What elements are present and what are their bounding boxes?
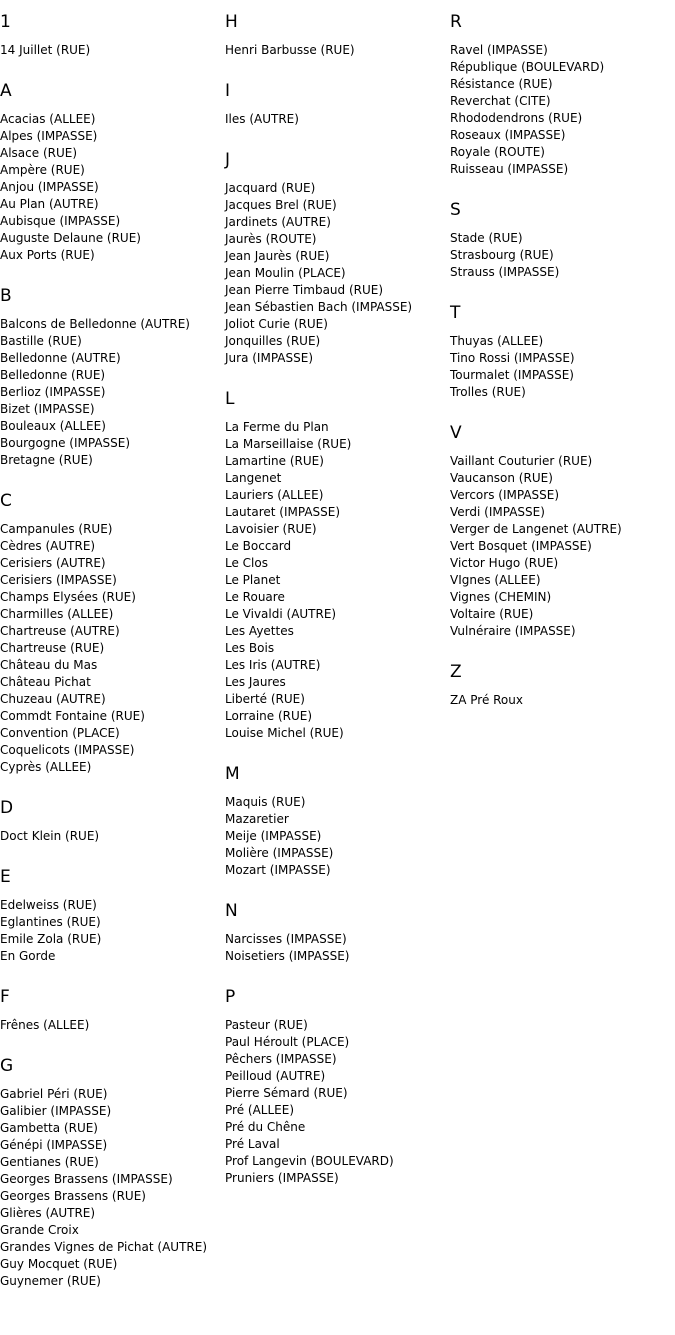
street-item: Glières (AUTRE) — [0, 1206, 96, 1220]
street-item: La Marseillaise (RUE) — [225, 437, 352, 451]
street-column-3 — [450, 0, 675, 731]
street-item: Chuzeau (AUTRE) — [0, 692, 106, 706]
street-item: Lorraine (RUE) — [225, 709, 313, 723]
street-item: En Gorde — [0, 949, 56, 963]
street-item: 14 Juillet (RUE) — [0, 43, 91, 57]
street-item: Les Iris (AUTRE) — [225, 658, 321, 672]
street-list — [450, 453, 675, 640]
street-item: Georges Brassens (RUE) — [0, 1189, 146, 1203]
section-letter-heading: E — [0, 867, 11, 887]
section-letter-heading: J — [225, 150, 231, 170]
street-item: Ruisseau (IMPASSE) — [450, 162, 569, 176]
letter-section — [225, 389, 450, 742]
street-item: Vert Bosquet (IMPASSE) — [450, 539, 592, 553]
street-list — [0, 828, 225, 845]
street-list — [225, 111, 450, 128]
street-item: Tourmalet (IMPASSE) — [450, 368, 574, 382]
section-letter-heading: 1 — [0, 12, 11, 32]
street-item: Jardinets (AUTRE) — [225, 215, 331, 229]
section-letter-heading: N — [225, 901, 238, 921]
section-letter-heading: H — [225, 12, 238, 32]
street-item: Bizet (IMPASSE) — [0, 402, 95, 416]
letter-section — [450, 423, 675, 640]
section-letter-heading: T — [450, 303, 461, 323]
street-item: Ravel (IMPASSE) — [450, 43, 548, 57]
street-item: Jean Sébastien Bach (IMPASSE) — [225, 300, 413, 314]
street-item: Molière (IMPASSE) — [225, 846, 334, 860]
street-item: Cyprès (ALLEE) — [0, 760, 92, 774]
street-list — [225, 42, 450, 59]
street-item: Verdi (IMPASSE) — [450, 505, 545, 519]
street-list — [225, 419, 450, 742]
letter-section — [0, 491, 225, 776]
section-letter-heading: S — [450, 200, 461, 220]
street-item: Cèdres (AUTRE) — [0, 539, 96, 553]
street-item: Tino Rossi (IMPASSE) — [450, 351, 575, 365]
street-item: Royale (ROUTE) — [450, 145, 545, 159]
street-item: Le Rouare — [225, 590, 285, 604]
letter-section — [0, 286, 225, 469]
section-letter-heading: P — [225, 987, 236, 1007]
street-item: Gambetta (RUE) — [0, 1121, 98, 1135]
street-item: Cerisiers (IMPASSE) — [0, 573, 117, 587]
street-list — [0, 316, 225, 469]
street-item: Génépi (IMPASSE) — [0, 1138, 108, 1152]
street-item: Peilloud (AUTRE) — [225, 1069, 326, 1083]
street-item: Auguste Delaune (RUE) — [0, 231, 141, 245]
section-letter-heading: C — [0, 491, 12, 511]
section-letter-heading: G — [0, 1056, 14, 1076]
street-item: Le Clos — [225, 556, 268, 570]
street-item: La Ferme du Plan — [225, 420, 329, 434]
street-column-2 — [225, 0, 450, 1209]
street-list — [225, 794, 450, 879]
street-item: Aux Ports (RUE) — [0, 248, 95, 262]
letter-section — [0, 81, 225, 264]
street-item: Les Bois — [225, 641, 275, 655]
street-list — [225, 1017, 450, 1187]
street-item: Cerisiers (AUTRE) — [0, 556, 106, 570]
street-item: Convention (PLACE) — [0, 726, 120, 740]
street-item: Bastille (RUE) — [0, 334, 82, 348]
street-item: Joliot Curie (RUE) — [225, 317, 328, 331]
street-item: Château Pichat — [0, 675, 91, 689]
street-item: Jura (IMPASSE) — [225, 351, 313, 365]
street-item: Pêchers (IMPASSE) — [225, 1052, 337, 1066]
letter-section — [450, 662, 675, 709]
street-item: Edelweiss (RUE) — [0, 898, 97, 912]
section-letter-heading: B — [0, 286, 12, 306]
street-item: Noisetiers (IMPASSE) — [225, 949, 350, 963]
letter-section — [225, 901, 450, 965]
section-letter-heading: Z — [450, 662, 462, 682]
street-item: Pré (ALLEE) — [225, 1103, 294, 1117]
street-item: Prof Langevin (BOULEVARD) — [225, 1154, 394, 1168]
street-item: Acacias (ALLEE) — [0, 112, 96, 126]
street-item: Bourgogne (IMPASSE) — [0, 436, 131, 450]
street-item: Guy Mocquet (RUE) — [0, 1257, 118, 1271]
street-item: Voltaire (RUE) — [450, 607, 534, 621]
street-item: Lauriers (ALLEE) — [225, 488, 324, 502]
street-item: Le Planet — [225, 573, 281, 587]
street-item: Eglantines (RUE) — [0, 915, 101, 929]
section-letter-heading: V — [450, 423, 462, 443]
street-item: Belledonne (AUTRE) — [0, 351, 121, 365]
letter-section — [450, 303, 675, 401]
street-item: Coquelicots (IMPASSE) — [0, 743, 135, 757]
letter-section — [225, 12, 450, 59]
street-item: Vercors (IMPASSE) — [450, 488, 560, 502]
street-item: Emile Zola (RUE) — [0, 932, 102, 946]
letter-section — [225, 81, 450, 128]
street-item: VIgnes (ALLEE) — [450, 573, 541, 587]
street-item: Narcisses (IMPASSE) — [225, 932, 347, 946]
letter-section — [0, 867, 225, 965]
letter-section — [0, 798, 225, 845]
street-item: Bouleaux (ALLEE) — [0, 419, 106, 433]
street-item: Langenet — [225, 471, 282, 485]
street-item: Georges Brassens (IMPASSE) — [0, 1172, 173, 1186]
section-letter-heading: L — [225, 389, 235, 409]
letter-section — [0, 987, 225, 1034]
street-item: Gentianes (RUE) — [0, 1155, 99, 1169]
street-item: Château du Mas — [0, 658, 98, 672]
section-letter-heading: M — [225, 764, 240, 784]
street-item: Jaurès (ROUTE) — [225, 232, 317, 246]
section-letter-heading: A — [0, 81, 12, 101]
street-item: Verger de Langenet (AUTRE) — [450, 522, 622, 536]
street-item: Vaucanson (RUE) — [450, 471, 553, 485]
street-item: République (BOULEVARD) — [450, 60, 605, 74]
street-item: Vulnéraire (IMPASSE) — [450, 624, 576, 638]
street-item: Mozart (IMPASSE) — [225, 863, 331, 877]
street-list — [450, 692, 675, 709]
street-item: Gabriel Péri (RUE) — [0, 1087, 108, 1101]
street-list — [450, 42, 675, 178]
street-item: Jacquard (RUE) — [225, 181, 316, 195]
street-item: Paul Héroult (PLACE) — [225, 1035, 350, 1049]
street-item: Jean Pierre Timbaud (RUE) — [225, 283, 384, 297]
street-item: Au Plan (AUTRE) — [0, 197, 99, 211]
street-item: Strasbourg (RUE) — [450, 248, 554, 262]
street-item: Galibier (IMPASSE) — [0, 1104, 112, 1118]
street-list — [450, 333, 675, 401]
letter-section — [225, 987, 450, 1187]
letter-section — [225, 764, 450, 879]
street-item: Reverchat (CITE) — [450, 94, 551, 108]
street-list — [0, 1086, 225, 1290]
street-item: Grande Croix — [0, 1223, 79, 1237]
section-letter-heading: F — [0, 987, 10, 1007]
street-item: Doct Klein (RUE) — [0, 829, 100, 843]
street-list — [0, 897, 225, 965]
street-list — [225, 931, 450, 965]
street-item: Louise Michel (RUE) — [225, 726, 344, 740]
section-letter-heading: R — [450, 12, 462, 32]
street-list — [0, 42, 225, 59]
street-item: Champs Elysées (RUE) — [0, 590, 136, 604]
street-item: Thuyas (ALLEE) — [450, 334, 544, 348]
street-item: Jacques Brel (RUE) — [225, 198, 337, 212]
street-item: Iles (AUTRE) — [225, 112, 299, 126]
street-list — [225, 180, 450, 367]
street-item: Le Vivaldi (AUTRE) — [225, 607, 337, 621]
street-list — [0, 111, 225, 264]
street-item: Frênes (ALLEE) — [0, 1018, 90, 1032]
street-item: Commdt Fontaine (RUE) — [0, 709, 145, 723]
street-item: Meije (IMPASSE) — [225, 829, 322, 843]
letter-section — [450, 200, 675, 281]
street-item: Jonquilles (RUE) — [225, 334, 321, 348]
street-item: Lavoisier (RUE) — [225, 522, 317, 536]
street-item: Chartreuse (RUE) — [0, 641, 105, 655]
street-item: Aubisque (IMPASSE) — [0, 214, 121, 228]
street-item: Le Boccard — [225, 539, 292, 553]
street-item: Mazaretier — [225, 812, 289, 826]
street-list — [0, 1017, 225, 1034]
street-item: Balcons de Belledonne (AUTRE) — [0, 317, 190, 331]
section-letter-heading: I — [225, 81, 231, 101]
street-column-1 — [0, 0, 225, 1312]
letter-section — [0, 1056, 225, 1290]
street-item: Trolles (RUE) — [450, 385, 526, 399]
street-item: Berlioz (IMPASSE) — [0, 385, 106, 399]
street-item: ZA Pré Roux — [450, 693, 523, 707]
street-list — [0, 521, 225, 776]
street-item: Liberté (RUE) — [225, 692, 305, 706]
letter-section — [225, 150, 450, 367]
street-item: Strauss (IMPASSE) — [450, 265, 560, 279]
street-item: Guynemer (RUE) — [0, 1274, 101, 1288]
street-item: Jean Jaurès (RUE) — [225, 249, 330, 263]
street-item: Victor Hugo (RUE) — [450, 556, 559, 570]
street-item: Campanules (RUE) — [0, 522, 113, 536]
street-item: Pruniers (IMPASSE) — [225, 1171, 339, 1185]
street-item: Charmilles (ALLEE) — [0, 607, 114, 621]
street-item: Les Jaures — [225, 675, 286, 689]
street-item: Vaillant Couturier (RUE) — [450, 454, 593, 468]
street-item: Anjou (IMPASSE) — [0, 180, 99, 194]
street-item: Pré Laval — [225, 1137, 280, 1151]
letter-section — [0, 12, 225, 59]
street-item: Résistance (RUE) — [450, 77, 553, 91]
street-item: Pasteur (RUE) — [225, 1018, 308, 1032]
street-item: Lautaret (IMPASSE) — [225, 505, 341, 519]
street-list — [450, 230, 675, 281]
street-item: Alsace (RUE) — [0, 146, 78, 160]
street-item: Stade (RUE) — [450, 231, 523, 245]
street-item: Jean Moulin (PLACE) — [225, 266, 346, 280]
street-item: Grandes Vignes de Pichat (AUTRE) — [0, 1240, 208, 1254]
street-item: Alpes (IMPASSE) — [0, 129, 98, 143]
street-item: Pierre Sémard (RUE) — [225, 1086, 348, 1100]
street-item: Les Ayettes — [225, 624, 294, 638]
street-item: Rhododendrons (RUE) — [450, 111, 583, 125]
street-item: Vignes (CHEMIN) — [450, 590, 552, 604]
street-item: Chartreuse (AUTRE) — [0, 624, 120, 638]
street-item: Lamartine (RUE) — [225, 454, 324, 468]
section-letter-heading: D — [0, 798, 14, 818]
street-item: Henri Barbusse (RUE) — [225, 43, 355, 57]
street-item: Maquis (RUE) — [225, 795, 306, 809]
street-item: Ampère (RUE) — [0, 163, 85, 177]
letter-section — [450, 12, 675, 178]
street-item: Bretagne (RUE) — [0, 453, 93, 467]
street-item: Roseaux (IMPASSE) — [450, 128, 566, 142]
street-item: Pré du Chêne — [225, 1120, 306, 1134]
street-item: Belledonne (RUE) — [0, 368, 106, 382]
